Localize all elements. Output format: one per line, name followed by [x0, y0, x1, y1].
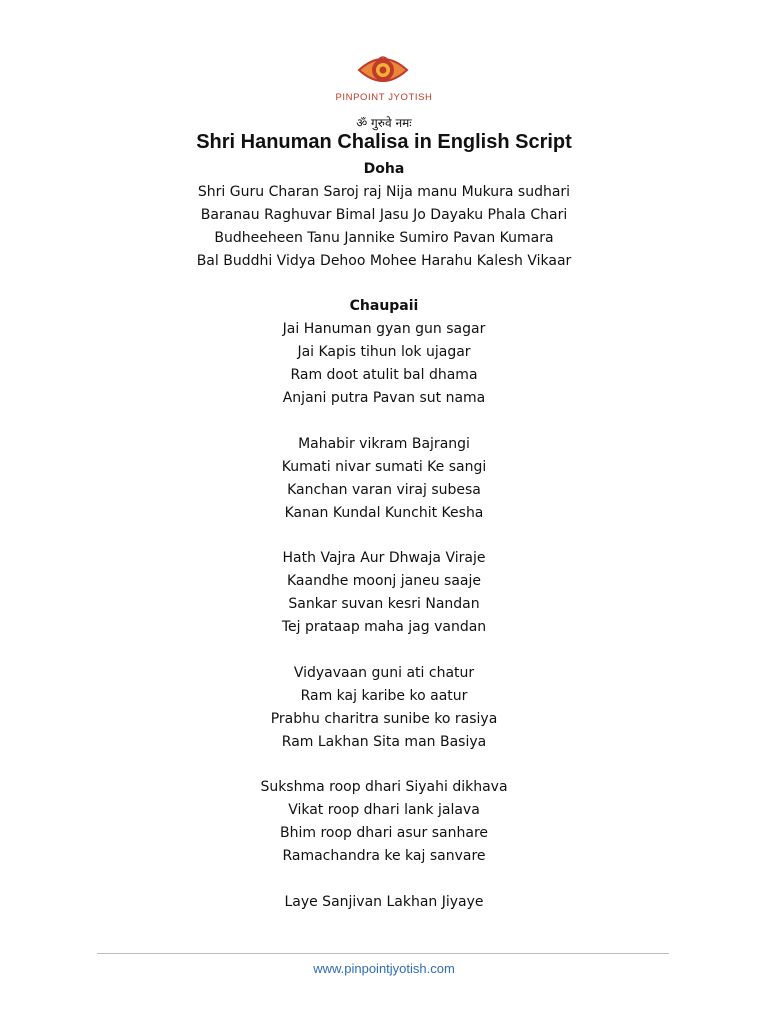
chaupaii-line: Hath Vajra Aur Dhwaja Viraje: [282, 550, 486, 567]
chaupaii-line: Kaandhe moonj janeu saaje: [286, 573, 481, 590]
stanza-gap: [0, 273, 768, 296]
chaupaii-line: Prabhu charitra sunibe ko rasiya: [270, 710, 498, 727]
chaupaii-line: Ramachandra ke kaj sanvare: [282, 848, 486, 865]
stanza-gap: [0, 868, 768, 891]
chaupaii-line: Anjani putra Pavan sut nama: [282, 390, 486, 407]
doha-line: Budheeheen Tanu Jannike Sumiro Pavan Kumara: [214, 229, 554, 246]
stanza-gap: [0, 754, 768, 777]
chaupaii-line: Mahabir vikram Bajrangi: [298, 435, 470, 452]
chaupaii-line: Jai Hanuman gyan gun sagar: [282, 321, 486, 338]
chaupaii-line: Kanan Kundal Kunchit Kesha: [284, 504, 484, 521]
stanza-gap: [0, 524, 768, 547]
chaupaii-line: Jai Kapis tihun lok ujagar: [297, 344, 471, 361]
chaupaii-line: Vidyavaan guni ati chatur: [293, 664, 475, 681]
brand-name: PINPOINT JYOTISH: [335, 92, 433, 103]
stanza-gap: [0, 639, 768, 662]
doha-line: Bal Buddhi Vidya Dehoo Mohee Harahu Kalesh Vikaar: [196, 252, 572, 269]
verse-body: [0, 158, 768, 914]
eye-logo-icon: [357, 50, 409, 90]
chaupaii-line: Ram kaj karibe ko aatur: [300, 687, 468, 704]
chaupaii-line: Tej prataap maha jag vandan: [281, 619, 487, 636]
chaupaii-line: Kanchan varan viraj subesa: [287, 481, 481, 498]
chaupaii-line: Ram Lakhan Sita man Basiya: [281, 733, 487, 750]
chaupaii-line: Bhim roop dhari asur sanhare: [279, 825, 489, 842]
chaupaii-heading: Chaupaii: [349, 298, 419, 315]
chaupaii-line: Ram doot atulit bal dhama: [290, 367, 478, 384]
footer-divider: [97, 953, 669, 954]
invocation-text: ॐ गुरुवे नमः: [356, 116, 412, 130]
footer-website-link[interactable]: www.pinpointjyotish.com: [313, 961, 455, 976]
chaupaii-line: Laye Sanjivan Lakhan Jiyaye: [284, 893, 484, 910]
chaupaii-line: Sukshma roop dhari Siyahi dikhava: [260, 779, 508, 796]
doha-line: Shri Guru Charan Saroj raj Nija manu Mukura sudhari: [197, 183, 571, 200]
chaupaii-line: Kumati nivar sumati Ke sangi: [281, 458, 487, 475]
stanza-gap: [0, 410, 768, 433]
doha-heading: Doha: [363, 161, 405, 177]
doha-line: Baranau Raghuvar Bimal Jasu Jo Dayaku Phala Chari: [200, 206, 568, 223]
chaupaii-line: Vikat roop dhari lank jalava: [288, 802, 480, 819]
page-title: Shri Hanuman Chalisa in English Script: [196, 131, 572, 153]
chaupaii-line: Sankar suvan kesri Nandan: [288, 596, 480, 613]
